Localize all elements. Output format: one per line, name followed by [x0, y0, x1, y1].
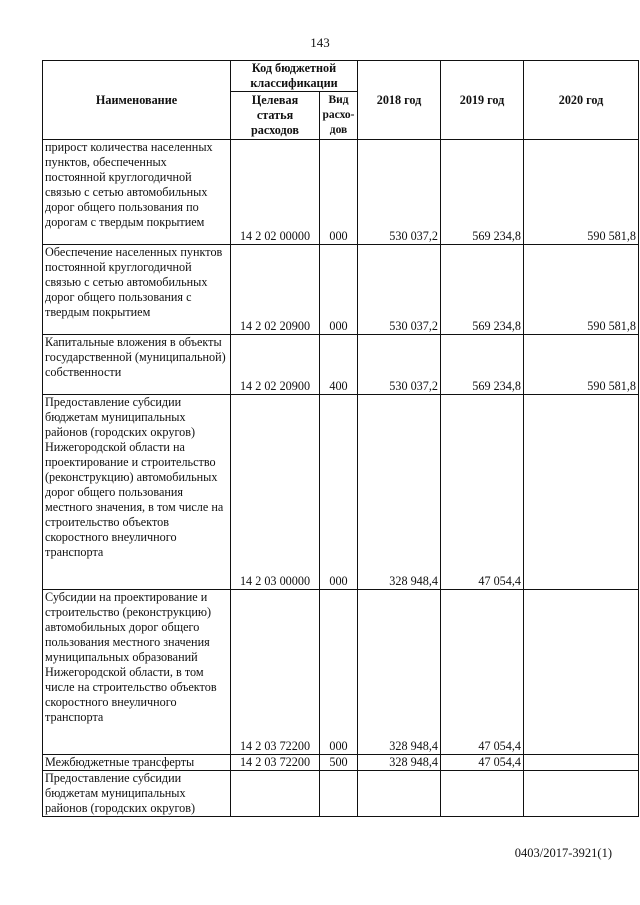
row-name: прирост количества населенных пунктов, обеспеченных постоянной круглогодичной связью с сетью автомобильных дорог общего пользования по дорогам с твердым покрытием [43, 140, 231, 245]
row-value-2019: 569 234,8 [441, 140, 524, 245]
row-expense-type [320, 771, 358, 817]
row-value-2019: 47 054,4 [441, 755, 524, 771]
row-expense-type: 400 [320, 335, 358, 395]
row-target-article: 14 2 03 72200 [231, 590, 320, 755]
row-name: Предоставление субсидии бюджетам муниципальных районов (городских округов) [43, 771, 231, 817]
row-value-2019: 569 234,8 [441, 335, 524, 395]
row-target-article: 14 2 02 20900 [231, 335, 320, 395]
row-target-article: 14 2 03 00000 [231, 395, 320, 590]
header-expense-type: Вид расхо-дов [320, 92, 358, 140]
budget-table [42, 60, 639, 817]
row-expense-type: 000 [320, 245, 358, 335]
table-row [43, 245, 639, 335]
row-value-2018: 530 037,2 [358, 335, 441, 395]
table-row [43, 771, 639, 817]
table-row [43, 140, 639, 245]
header-name: Наименование [43, 61, 231, 140]
header-2019: 2019 год [441, 61, 524, 140]
table-row [43, 335, 639, 395]
row-expense-type: 000 [320, 395, 358, 590]
table-body [43, 140, 639, 817]
row-value-2018: 328 948,4 [358, 590, 441, 755]
row-name: Обеспечение населенных пунктов постоянной круглогодичной связью с сетью автомобильных дорог общего пользования с твердым покрытием [43, 245, 231, 335]
header-2020: 2020 год [524, 61, 639, 140]
header-target-article: Целевая статья расходов [231, 92, 320, 140]
row-target-article: 14 2 03 72200 [231, 755, 320, 771]
row-expense-type: 000 [320, 590, 358, 755]
row-name: Капитальные вложения в объекты государственной (муниципальной) собственности [43, 335, 231, 395]
row-value-2020: 590 581,8 [524, 335, 639, 395]
row-value-2019: 47 054,4 [441, 395, 524, 590]
row-expense-type: 000 [320, 140, 358, 245]
row-name: Межбюджетные трансферты [43, 755, 231, 771]
row-target-article: 14 2 02 00000 [231, 140, 320, 245]
header-2018: 2018 год [358, 61, 441, 140]
row-value-2020 [524, 771, 639, 817]
row-expense-type: 500 [320, 755, 358, 771]
row-value-2018: 530 037,2 [358, 245, 441, 335]
row-value-2020: 590 581,8 [524, 245, 639, 335]
row-value-2018: 328 948,4 [358, 755, 441, 771]
row-value-2018: 328 948,4 [358, 395, 441, 590]
row-value-2020 [524, 395, 639, 590]
row-value-2018 [358, 771, 441, 817]
document-code: 0403/2017-3921(1) [514, 846, 612, 860]
row-value-2019: 47 054,4 [441, 590, 524, 755]
row-target-article: 14 2 02 20900 [231, 245, 320, 335]
row-name: Субсидии на проектирование и строительство (реконструкцию) автомобильных дорог общего пользования местного значения муниципальных образований Нижегородской области, в том числе на строительство объектов скоростного внеуличного транспорта [43, 590, 231, 755]
row-name: Предоставление субсидии бюджетам муниципальных районов (городских округов) Нижегородской области на проектирование и строительство (реконструкцию) автомобильных дорог общего пользования местного значения, в том числе на строительство объектов скоростного внеуличного транспорта [43, 395, 231, 590]
table-row [43, 755, 639, 771]
table-row [43, 590, 639, 755]
row-value-2019: 569 234,8 [441, 245, 524, 335]
page-number: 143 [310, 35, 330, 50]
row-target-article [231, 771, 320, 817]
header-code-group: Код бюджетной классификации [231, 61, 358, 92]
row-value-2018: 530 037,2 [358, 140, 441, 245]
row-value-2020: 590 581,8 [524, 140, 639, 245]
row-value-2020 [524, 590, 639, 755]
row-value-2020 [524, 755, 639, 771]
row-value-2019 [441, 771, 524, 817]
table-row [43, 395, 639, 590]
